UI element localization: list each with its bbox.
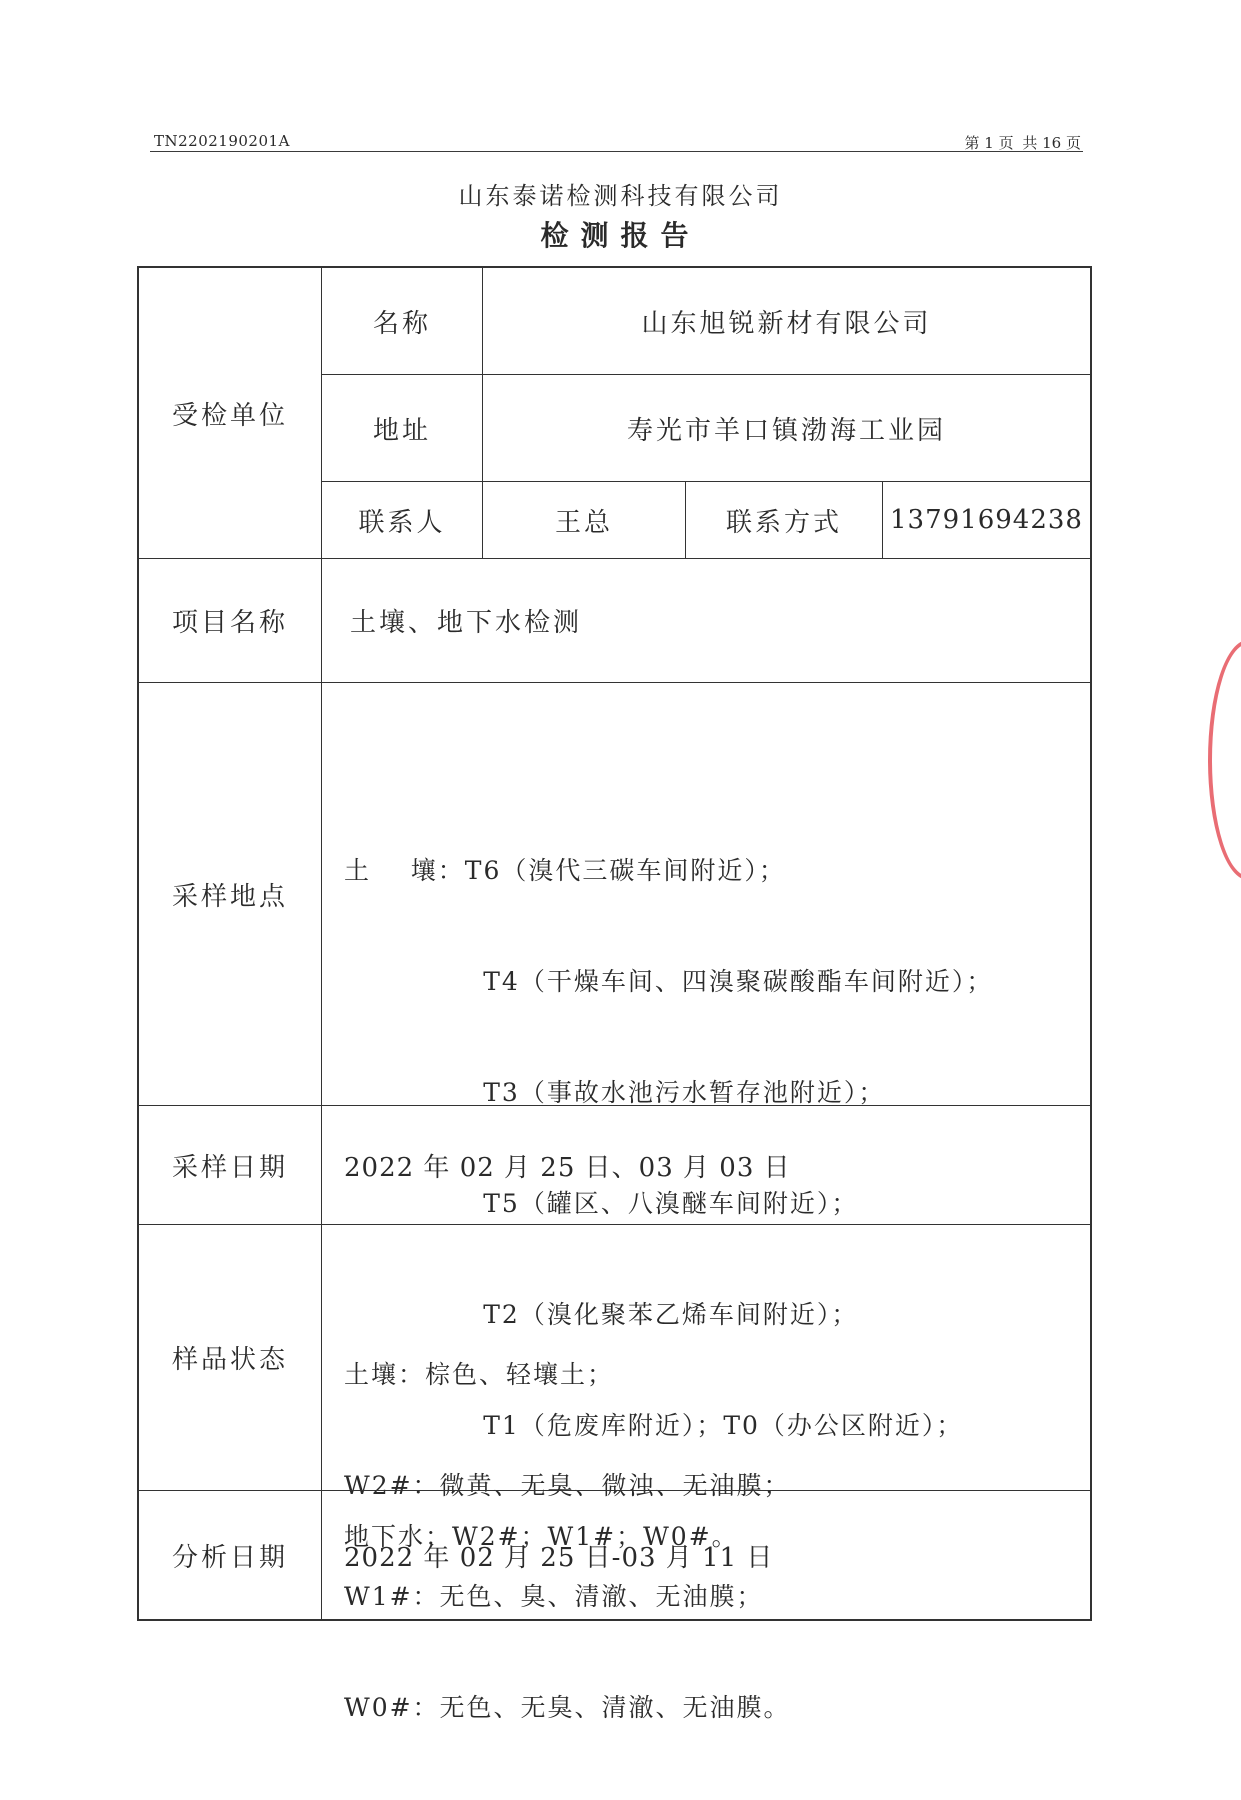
contact-value: 王总 bbox=[554, 507, 613, 538]
name-value: 山东旭锐新材有限公司 bbox=[641, 308, 932, 339]
sampling-location-line: 地下水：W2#；W1#；W0#。 bbox=[344, 1522, 739, 1551]
sample-state-line: 土壤：棕色、轻壤土； bbox=[344, 1360, 615, 1389]
sampling-date-label: 采样日期 bbox=[171, 1152, 288, 1183]
report-title: 检测报告 bbox=[540, 219, 701, 252]
analysis-date-value: 2022 年 02 月 25 日-03 月 11 日 bbox=[344, 1542, 774, 1573]
sample-state-line: W1#：无色、臭、清澈、无油膜； bbox=[344, 1582, 764, 1611]
sampling-location-line: T5（罐区、八溴醚车间附近）； bbox=[344, 1189, 859, 1218]
phone-value: 13791694238 bbox=[890, 505, 1083, 535]
sample-state-line: W0#：无色、无臭、清澈、无油膜。 bbox=[344, 1693, 791, 1722]
project-value: 土壤、地下水检测 bbox=[350, 608, 583, 638]
analysis-date-label: 分析日期 bbox=[171, 1542, 288, 1573]
company-name: 山东泰诺检测科技有限公司 bbox=[458, 182, 783, 210]
phone-label: 联系方式 bbox=[725, 507, 842, 538]
header-divider bbox=[150, 151, 1083, 152]
sampling-location-line: T2（溴化聚苯乙烯车间附近）； bbox=[344, 1300, 859, 1329]
sampling-date-value: 2022 年 02 月 25 日、03 月 03 日 bbox=[344, 1152, 791, 1183]
address-value: 寿光市羊口镇渤海工业园 bbox=[626, 415, 946, 446]
project-label: 项目名称 bbox=[171, 608, 288, 638]
sample-state-label: 样品状态 bbox=[171, 1345, 288, 1375]
address-label: 地址 bbox=[372, 415, 431, 446]
contact-label: 联系人 bbox=[358, 507, 446, 538]
page-indicator bbox=[961, 132, 1082, 153]
sampling-location-line: T4（干燥车间、四溴聚碳酸酯车间附近）； bbox=[344, 967, 994, 996]
sampling-location-line: T3（事故水池污水暂存池附近）； bbox=[344, 1078, 886, 1107]
sample-state-line: W2#：微黄、无臭、微浊、无油膜； bbox=[344, 1471, 791, 1500]
page-current: 第 1 页 bbox=[964, 134, 1014, 152]
inspected-unit-label: 受检单位 bbox=[171, 400, 288, 431]
report-id: TN2202190201A bbox=[154, 132, 290, 150]
name-label: 名称 bbox=[372, 308, 431, 339]
page-total: 共 16 页 bbox=[1022, 134, 1081, 152]
sampling-location-label: 采样地点 bbox=[171, 881, 288, 912]
sampling-location-line: 土 壤：T6（溴代三碳车间附近）； bbox=[344, 856, 786, 885]
sampling-location-line: T1（危废库附近）；T0（办公区附近）； bbox=[344, 1411, 964, 1440]
seal-stamp bbox=[1208, 640, 1241, 880]
info-table bbox=[137, 266, 1092, 1722]
